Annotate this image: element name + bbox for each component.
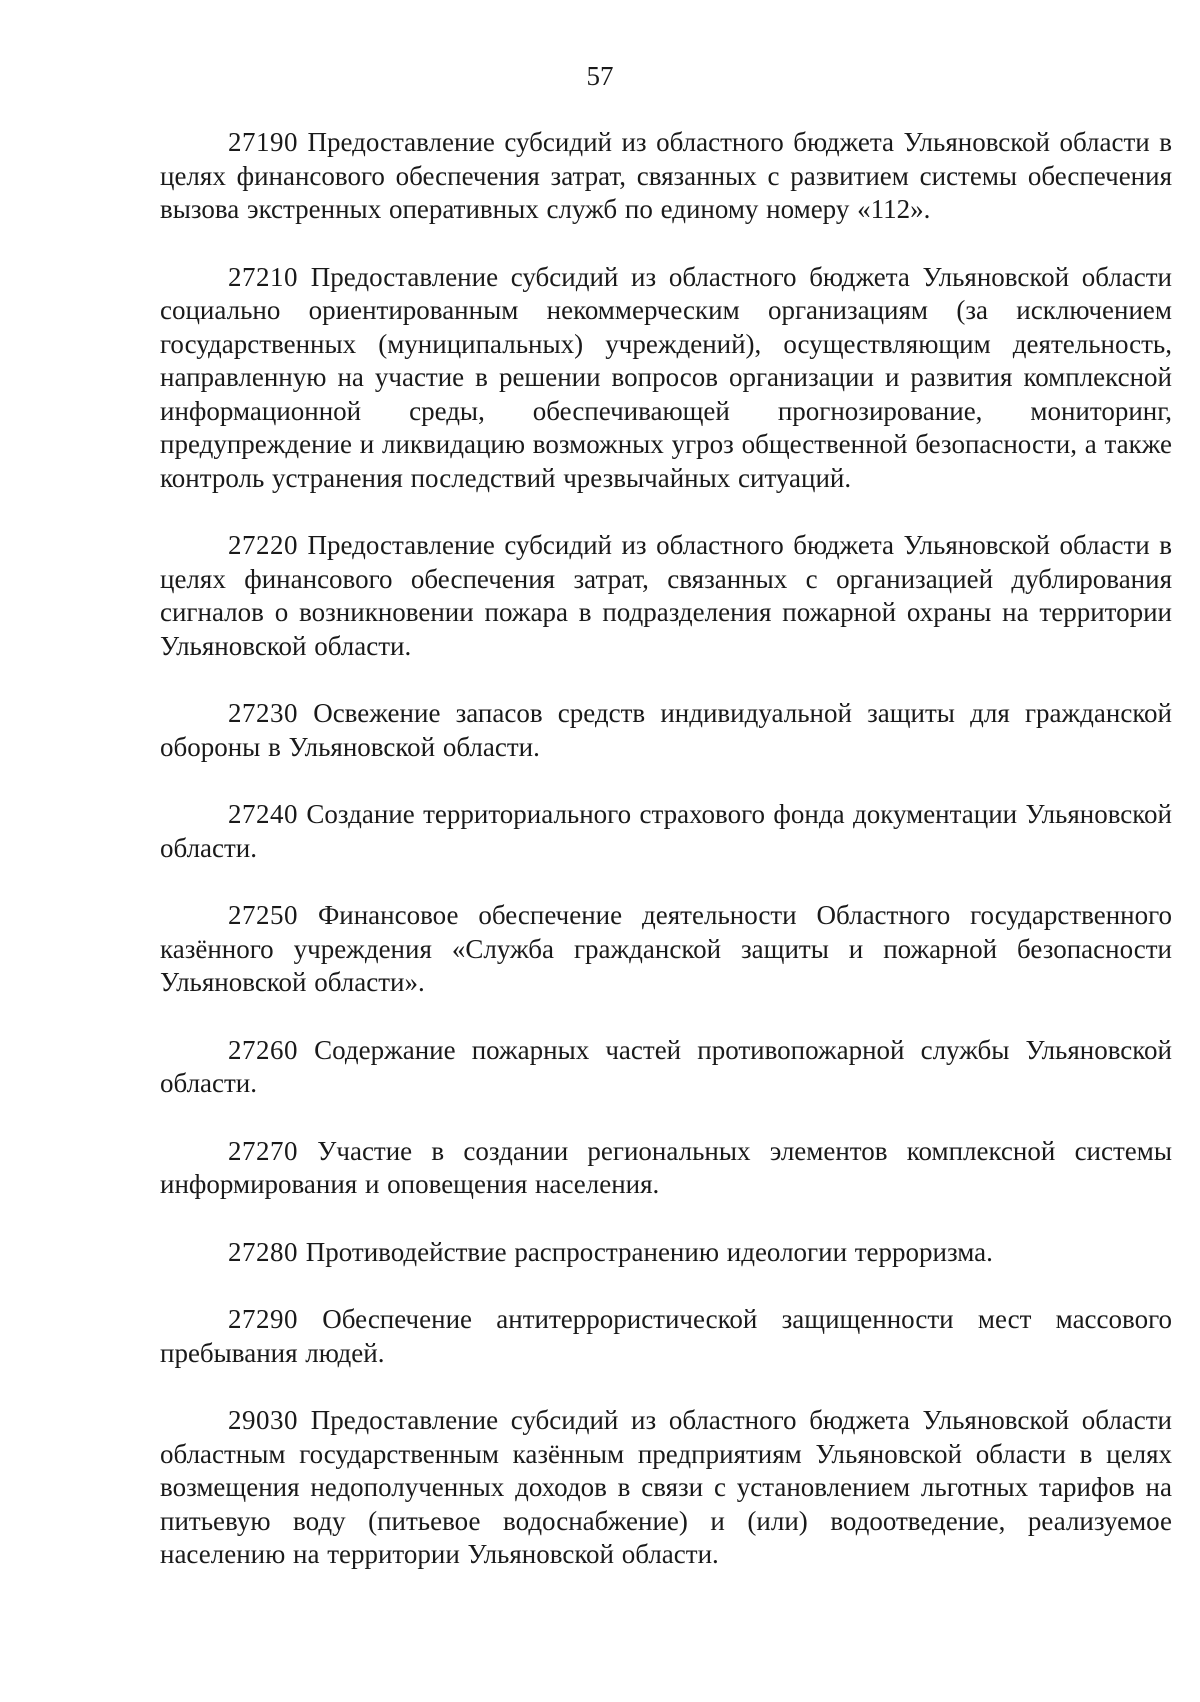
- paragraph-code: 27240: [228, 799, 298, 829]
- paragraph-text: Предоставление субсидий из областного бюджета Ульяновской области в целях финансового обеспечения затрат, связанных с организацией дублирования сигналов о возникновении пожара в подразделения пожарной охраны на территории Ульяновской области.: [160, 530, 1172, 661]
- paragraph-text: Освежение запасов средств индивидуальной защиты для гражданской обороны в Ульяновской области.: [160, 698, 1173, 762]
- paragraph-code: 27210: [228, 261, 298, 292]
- paragraph-code: 27260: [228, 1034, 298, 1065]
- paragraph-code: 27250: [228, 900, 298, 930]
- paragraph-text: Предоставление субсидий из областного бюджета Ульяновской области областным государственным казённым предприятиям Ульяновской области в целях возмещения недополученных доходов в связи с установлением льготных тарифов на питьевую воду (питьевое водоснабжение) и (или) водоотведение, реализуемое населению на территории Ульяновской области.: [160, 1405, 1173, 1569]
- paragraph-text: Противодействие распространению идеологии терроризма.: [305, 1236, 993, 1267]
- paragraph-27270: [160, 1135, 1172, 1202]
- paragraph-27230: [160, 697, 1172, 764]
- paragraph-code: 27190: [228, 127, 298, 157]
- paragraph-code: 27290: [228, 1304, 298, 1334]
- paragraph-text: Участие в создании региональных элементов комплексной системы информирования и оповещения населения.: [160, 1135, 1172, 1199]
- page-number: 57: [586, 61, 614, 91]
- paragraph-27220: [160, 529, 1172, 663]
- paragraph-27210: [160, 261, 1172, 496]
- paragraph-27290: [160, 1303, 1172, 1370]
- paragraph-code: 27280: [228, 1236, 298, 1267]
- paragraph-text: Финансовое обеспечение деятельности Областного государственного казённого учреждения «Служба гражданской защиты и пожарной безопасности Ульяновской области».: [160, 900, 1173, 997]
- paragraph-27190: [160, 126, 1172, 227]
- paragraph-27280: [160, 1236, 1172, 1270]
- paragraph-text: Предоставление субсидий из областного бюджета Ульяновской области социально ориентированным некоммерческим организациям (за исключением государственных (муниципальных) учреждений), осуществляющим деятельность, направленную на участие в решении вопросов организации и развития комплексной информационной среды, обеспечивающей прогнозирование, мониторинг, предупреждение и ликвидацию возможных угроз общественной безопасности, а также контроль устранения последствий чрезвычайных ситуаций.: [160, 261, 1173, 493]
- paragraph-29030: [160, 1404, 1172, 1572]
- paragraph-text: Обеспечение антитеррористической защищенности мест массового пребывания людей.: [160, 1304, 1172, 1368]
- paragraph-27250: [160, 899, 1172, 1000]
- paragraph-text: Создание территориального страхового фонда документации Ульяновской области.: [160, 799, 1172, 863]
- document-body: [160, 126, 1172, 1572]
- paragraph-code: 27220: [228, 530, 298, 560]
- paragraph-27260: [160, 1034, 1172, 1101]
- paragraph-text: Предоставление субсидий из областного бюджета Ульяновской области в целях финансового обеспечения затрат, связанных с развитием системы обеспечения вызова экстренных оперативных служб по единому номеру «112».: [160, 127, 1172, 224]
- paragraph-text: Содержание пожарных частей противопожарной службы Ульяновской области.: [160, 1034, 1172, 1098]
- paragraph-code: 27270: [228, 1135, 298, 1166]
- paragraph-code: 29030: [228, 1405, 298, 1435]
- paragraph-27240: [160, 798, 1172, 865]
- paragraph-code: 27230: [228, 698, 298, 728]
